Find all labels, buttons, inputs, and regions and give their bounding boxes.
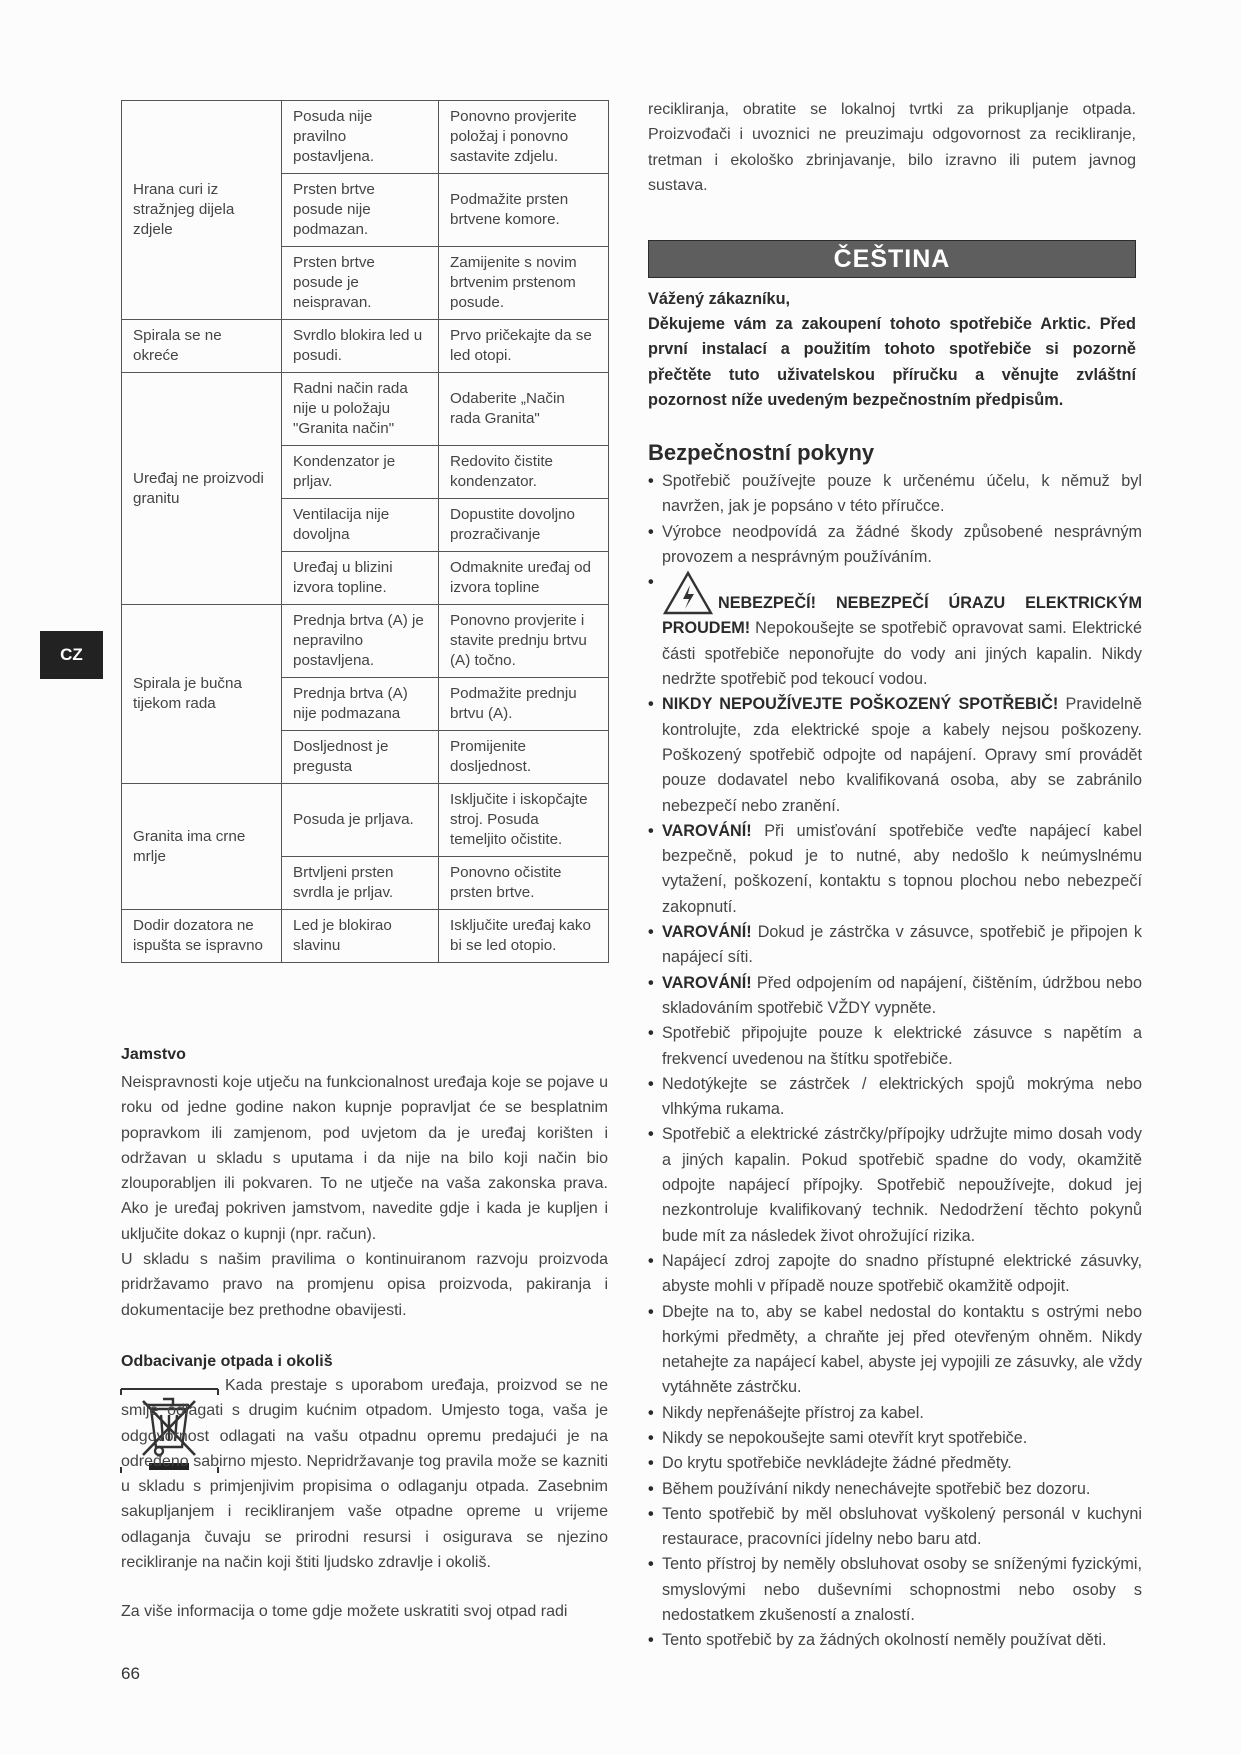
problem-cell: Dodir dozatora ne ispušta se ispravno	[122, 910, 282, 963]
list-item	[648, 1072, 1142, 1123]
list-item	[648, 1451, 1142, 1476]
warning-label: VAROVÁNÍ!	[662, 923, 752, 942]
bullet-dot: •	[648, 695, 654, 714]
bullet-text: Nikdy se nepokoušejte sami otevřít kryt spotřebiče.	[662, 1428, 1028, 1447]
bullet-dot: •	[648, 1631, 654, 1650]
solution-cell: Dopustite dovoljno prozračivanje	[439, 499, 609, 552]
cause-cell: Uređaj u blizini izvora topline.	[282, 552, 439, 605]
language-banner: ČEŠTINA	[648, 240, 1136, 278]
list-item	[648, 1426, 1142, 1451]
cause-cell: Svrdlo blokira led u posudi.	[282, 320, 439, 373]
electric-hazard-warning-icon	[662, 570, 714, 616]
warranty-paragraph-2: U skladu s našim pravilima o kontinuiranom razvoju proizvoda pridržavamo pravo na promjenu opisa proizvoda, pakiranja i dokumentacije bez prethodne obavijesti.	[121, 1251, 608, 1319]
troubleshooting-table	[121, 100, 609, 963]
problem-cell: Spirala se ne okreće	[122, 320, 282, 373]
bullet-text: Tento spotřebič by měl obsluhovat vyškolený personál v kuchyni restaurace, pracovníci jídelny nebo baru atd.	[662, 1504, 1142, 1549]
table-row	[122, 605, 609, 678]
page-number: 66	[121, 1664, 140, 1683]
solution-cell: Ponovno provjerite položaj i ponovno sastavite zdjelu.	[439, 101, 609, 174]
bullet-dot: •	[648, 1454, 654, 1473]
list-item	[648, 1628, 1142, 1653]
warning-label: VAROVÁNÍ!	[662, 973, 752, 992]
cause-cell: Posuda je prljava.	[282, 784, 439, 857]
disposal-paragraph-2: Za više informacija o tome gdje možete uskratiti svoj otpad radi	[121, 1603, 568, 1620]
bullet-dot: •	[648, 1125, 654, 1144]
bullet-text: Spotřebič a elektrické zástrčky/přípojky udržujte mimo dosah vody a jiných kapalin. Pokud spotřebič spadne do vody, okamžitě odpojte napájecí přípojky. Spotřebič nepoužívejte, dokud jej nezkontroluje kvalifikovaný technik. Nedodržení těchto pokynů bude mít za následek život ohrožující rizika.	[662, 1125, 1142, 1245]
bullet-dot: •	[648, 1024, 654, 1043]
warning-label: NIKDY NEPOUŽÍVEJTE POŠKOZENÝ SPOTŘEBIČ!	[662, 695, 1059, 714]
bullet-dot: •	[648, 573, 654, 592]
cause-cell: Prednja brtva (A) nije podmazana	[282, 678, 439, 731]
table-row	[122, 101, 609, 174]
solution-cell: Redovito čistite kondenzator.	[439, 446, 609, 499]
warning-label: VAROVÁNÍ!	[662, 821, 752, 840]
list-item	[648, 819, 1142, 920]
bullet-dot: •	[648, 1504, 654, 1523]
language-side-tab: CZ	[40, 631, 103, 679]
list-item	[648, 1401, 1142, 1426]
greeting: Vážený zákazníku,	[648, 290, 791, 308]
bullet-dot: •	[648, 1479, 654, 1498]
cause-cell: Prsten brtve posude nije podmazan.	[282, 174, 439, 247]
table-row	[122, 910, 609, 963]
problem-cell: Hrana curi iz stražnjeg dijela zdjele	[122, 101, 282, 320]
cause-cell: Radni način rada nije u položaju "Granita način"	[282, 373, 439, 446]
bullet-text: Spotřebič připojujte pouze k elektrické zásuvce s napětím a frekvencí uvedenou na štítku spotřebiče.	[662, 1024, 1142, 1068]
disposal-paragraph-3: recikliranja, obratite se lokalnoj tvrtki za prikupljanje otpada. Proizvođači i uvoznici ne preuzimaju odgovornost za recikliranje, tretman i ekološko zbrinjavanje, bilo izravno ili putem javnog sustava.	[648, 101, 1136, 194]
bullet-dot: •	[648, 923, 654, 942]
table-row	[122, 373, 609, 446]
cause-cell: Kondenzator je prljav.	[282, 446, 439, 499]
bullet-text: Pravidelně kontrolujte, zda elektrické spoje a kabely nejsou poškozeny. Poškozený spotřebič odpojte od napájení. Opravy smí provádět pouze dodavatel nebo kvalifikovaná osoba, aby se zabránilo nebezpečí nebo zranění.	[662, 695, 1143, 815]
solution-cell: Isključite i iskopčajte stroj. Posuda temeljito očistite.	[439, 784, 609, 857]
bullet-dot: •	[648, 1302, 654, 1321]
disposal-paragraph-1: Kada prestaje s uporabom uređaja, proizvod se ne smije odlagati s drugim kućnim otpadom. Umjesto toga, vaša je odgovornost odlagati na vašu otpadnu opremu predajući je na određeno sabirno mjesto. Nepridržavanje tog pravila može se kazniti u skladu s primjenjivim propisima o odlaganju otpada. Zasebnim sakupljanjem i recikliranjem vaše otpadne opreme u vrijeme odlaganja čuvaju se prirodni resursi i osigurava se njezino recikliranje na način koji štiti ljudsko zdravlje i okoliš.	[121, 1377, 608, 1572]
bullet-dot: •	[648, 472, 654, 490]
safety-title: Bezpečnostní pokyny	[648, 440, 875, 465]
list-item	[648, 1477, 1142, 1502]
solution-cell: Isključite uređaj kako bi se led otopio.	[439, 910, 609, 963]
safety-instructions-list	[648, 469, 1142, 1654]
solution-cell: Promijenite dosljednost.	[439, 731, 609, 784]
solution-cell: Prvo pričekajte da se led otopi.	[439, 320, 609, 373]
bullet-text: Do krytu spotřebiče nevkládejte žádné předměty.	[662, 1454, 1012, 1473]
bullet-dot: •	[648, 821, 654, 840]
bullet-dot: •	[648, 1555, 654, 1574]
list-item	[648, 570, 1142, 692]
bullet-text: Nepokoušejte se spotřebič opravovat sami. Elektrické části spotřebiče neponořujte do vody ani jiných kapalin. Nikdy nedržte spotřebič pod tekoucí vodou.	[662, 619, 1142, 689]
solution-cell: Ponovno očistite prsten brtve.	[439, 857, 609, 910]
disposal-title: Odbacivanje otpada i okoliš	[121, 1353, 333, 1370]
list-item	[648, 469, 1142, 520]
bullet-dot: •	[648, 1403, 654, 1422]
list-item	[648, 1502, 1142, 1553]
solution-cell: Podmažite prsten brtvene komore.	[439, 174, 609, 247]
problem-cell: Granita ima crne mrlje	[122, 784, 282, 910]
solution-cell: Zamijenite s novim brtvenim prstenom posude.	[439, 247, 609, 320]
table-row	[122, 320, 609, 373]
bullet-text: Před odpojením od napájení, čištěním, údržbou nebo skladováním spotřebič VŽDY vypněte.	[662, 973, 1142, 1017]
cause-cell: Dosljednost je pregusta	[282, 731, 439, 784]
list-item	[648, 692, 1142, 818]
bullet-text: Tento přístroj by neměly obsluhovat osoby se sníženými fyzickými, smyslovými nebo duševními schopnostmi nebo osoby s nedostatkem zkušeností a znalostí.	[662, 1555, 1142, 1625]
cause-cell: Prsten brtve posude je neispravan.	[282, 247, 439, 320]
cause-cell: Ventilacija nije dovoljna	[282, 499, 439, 552]
cause-cell: Posuda nije pravilno postavljena.	[282, 101, 439, 174]
cause-cell: Prednja brtva (A) je nepravilno postavljena.	[282, 605, 439, 678]
problem-cell: Spirala je bučna tijekom rada	[122, 605, 282, 784]
cause-cell: Led je blokirao slavinu	[282, 910, 439, 963]
bullet-text: Během používání nikdy nenechávejte spotřebič bez dozoru.	[662, 1479, 1091, 1498]
bullet-dot: •	[648, 1251, 654, 1270]
warranty-paragraph-1: Neispravnosti koje utječu na funkcionalnost uređaja koje se pojave u roku od jedne godine nakon kupnje popravljat će se besplatnim popravkom ili zamjenom, pod uvjetom da je uređaj korišten i održavan u skladu s uputama i da nije na bilo koji način bio zlouporabljen ili pokvaren. To ne utječe na vaša zakonska prava. Ako je uređaj pokriven jamstvom, navedite gdje i kada je kupljen i uključite dokaz o kupnji (npr. račun).	[121, 1074, 608, 1243]
bullet-text: Nedotýkejte se zástrček / elektrických spojů mokrýma nebo vlhkýma rukama.	[662, 1074, 1142, 1119]
warranty-title: Jamstvo	[121, 1046, 186, 1063]
list-item	[648, 520, 1142, 571]
bullet-text: Nikdy nepřenášejte přístroj za kabel.	[662, 1403, 924, 1422]
bullet-dot: •	[648, 1428, 654, 1447]
table-row	[122, 784, 609, 857]
bullet-dot: •	[648, 522, 654, 541]
solution-cell: Podmažite prednju brtvu (A).	[439, 678, 609, 731]
bullet-text: Napájecí zdroj zapojte do snadno přístupné elektrické zásuvky, abyste mohli v případě nouze spotřebič okamžitě odpojit.	[662, 1251, 1142, 1296]
bullet-text: Dbejte na to, aby se kabel nedostal do kontaktu s ostrými nebo horkými předměty, a chraňte jej před otevřeným ohněm. Nikdy netahejte za napájecí kabel, abyste jej vypojili ze zásuvky, ale vždy vytáhněte zástrčku.	[662, 1302, 1142, 1397]
bullet-text: Při umisťování spotřebiče veďte napájecí kabel bezpečně, pokud je to nutné, aby nedošlo k neúmyslnému vytažení, poškození, kontaktu s topnou plochou nebo nebezpečí zakopnutí.	[662, 821, 1142, 916]
solution-cell: Ponovno provjerite i stavite prednju brtvu (A) točno.	[439, 605, 609, 678]
list-item	[648, 1300, 1142, 1401]
bullet-text: Spotřebič používejte pouze k určenému účelu, k němuž byl navržen, jak je popsáno v této příručce.	[662, 472, 1142, 516]
list-item	[648, 1021, 1142, 1072]
warning-label: NEBEZPEČÍ! NEBEZPEČÍ ÚRAZU ELEKTRICKÝM PROUDEM!	[662, 594, 1142, 638]
bullet-dot: •	[648, 1074, 654, 1093]
intro-paragraph: Děkujeme vám za zakoupení tohoto spotřebiče Arktic. Před první instalací a použitím tohoto spotřebiče si pozorně přečtěte tuto uživatelskou příručku a věnujte zvláštní pozornost níže uvedeným bezpečnostním předpisům.	[648, 315, 1136, 409]
list-item	[648, 1249, 1142, 1300]
cause-cell: Brtvljeni prsten svrdla je prljav.	[282, 857, 439, 910]
bullet-dot: •	[648, 973, 654, 992]
list-item	[648, 971, 1142, 1022]
bullet-text: Tento spotřebič by za žádných okolností neměly používat děti.	[662, 1631, 1107, 1650]
bullet-text: Dokud je zástrčka v zásuvce, spotřebič je připojen k napájecí síti.	[662, 923, 1143, 967]
list-item	[648, 1552, 1142, 1628]
troubleshooting-table-body	[122, 101, 609, 963]
solution-cell: Odmaknite uređaj od izvora topline	[439, 552, 609, 605]
bullet-text: Výrobce neodpovídá za žádné škody způsobené nesprávným provozem a nesprávným používáním.	[662, 522, 1142, 566]
problem-cell: Uređaj ne proizvodi granitu	[122, 373, 282, 605]
list-item	[648, 920, 1142, 971]
solution-cell: Odaberite „Način rada Granita"	[439, 373, 609, 446]
list-item	[648, 1122, 1142, 1248]
